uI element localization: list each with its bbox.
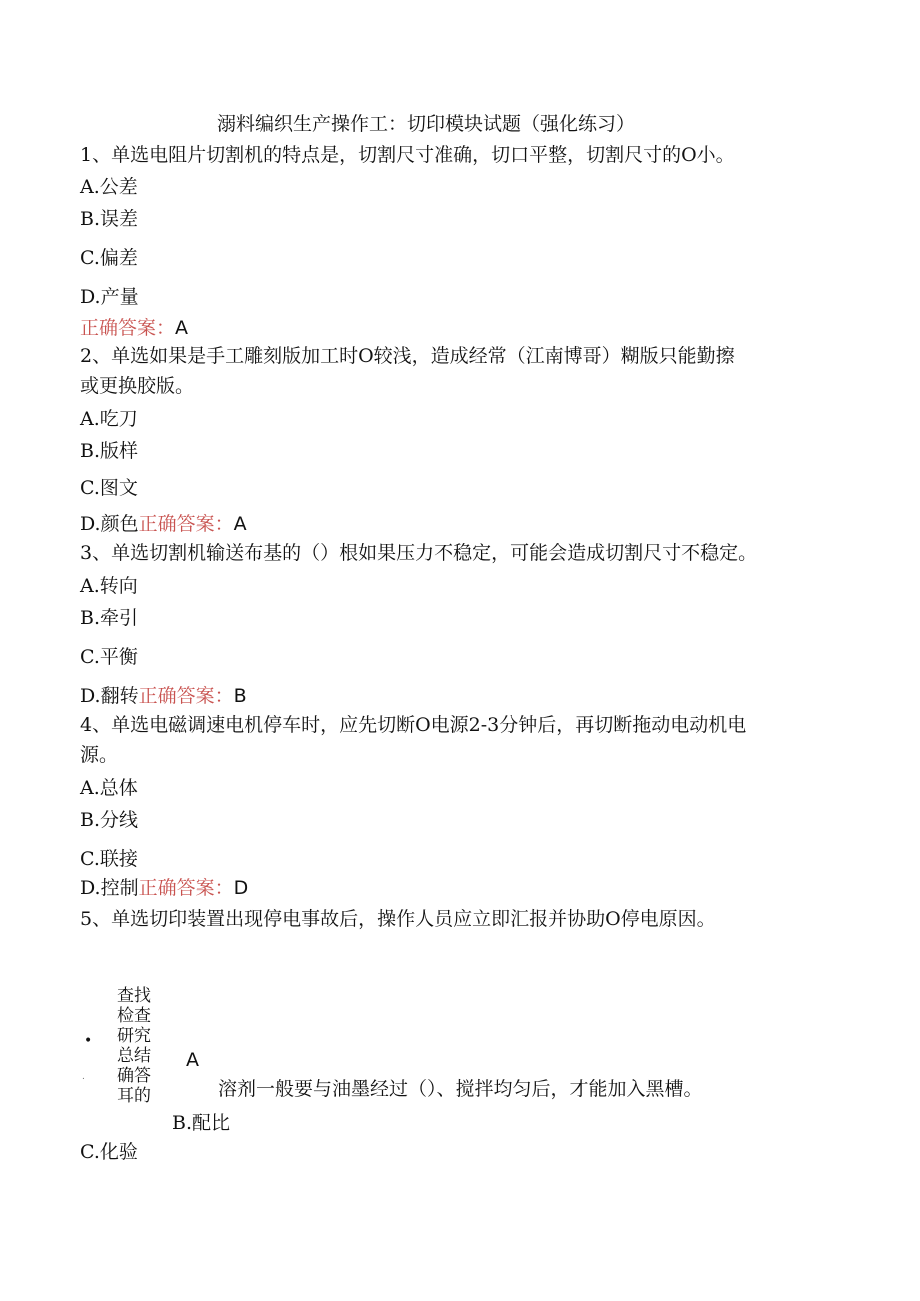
question-6-option-b: B.配比 <box>172 1112 231 1134</box>
question-1-option-d: D.产量 <box>80 286 139 308</box>
question-2-text-cont: 或更换胶版。 <box>80 375 195 397</box>
question-3-option-b: B.牵引 <box>80 607 139 629</box>
question-4-option-d: D.控制 <box>80 877 139 899</box>
question-4-text: 4、单选电磁调速电机停车时，应先切断O电源2-3分钟后，再切断拖动电动机电 <box>80 714 747 736</box>
answer-value: A <box>233 513 247 535</box>
question-4-text-cont: 源。 <box>80 744 119 766</box>
answer-value: B <box>233 685 247 707</box>
answer-label: 正确答案： <box>138 513 234 535</box>
small-mark: . <box>82 1072 85 1082</box>
question-3-text: 3、单选切割机输送布基的（）根如果压力不稳定，可能会造成切割尺寸不稳定。 <box>80 542 758 564</box>
question-6-text: 溶剂一般要与油墨经过（）、搅拌均匀后，才能加入黑槽。 <box>218 1078 703 1100</box>
question-3-option-d-answer <box>80 684 247 708</box>
question-2-text: 2、单选如果是手工雕刻版加工时O较浅，造成经常（江南博哥）糊版只能勤擦 <box>80 345 735 367</box>
page-title: 溺料编织生产操作工：切印模块试题（强化练习） <box>217 113 636 135</box>
question-4-option-b: B.分线 <box>80 809 139 831</box>
question-1-option-b: B.误差 <box>80 208 139 230</box>
bullet-dot: • <box>84 1033 93 1049</box>
question-3-option-a: A.转向 <box>80 575 138 597</box>
answer-label: 正确答案： <box>80 317 176 339</box>
question-2-option-a: A.吃刀 <box>80 408 138 430</box>
question-5-options-column: 查找检查研究总结确答耳的 <box>117 986 151 1106</box>
question-4-option-c: C.联接 <box>80 848 138 870</box>
answer-label: 正确答案： <box>138 685 234 707</box>
question-2-option-d-answer <box>80 512 247 536</box>
question-5-text: 5、单选切印装置出现停电事故后，操作人员应立即汇报并协助O停电原因。 <box>80 908 716 930</box>
question-4-option-d-answer <box>80 876 248 900</box>
answer-value: D <box>233 877 249 899</box>
answer-value: A <box>175 317 189 339</box>
question-6-option-c: C.化验 <box>80 1141 138 1163</box>
answer-label: 正确答案： <box>138 877 234 899</box>
question-5-answer-value: A <box>186 1049 199 1071</box>
question-1-option-c: C.偏差 <box>80 247 138 269</box>
question-3-option-c: C.平衡 <box>80 646 138 668</box>
question-4-option-a: A.总体 <box>80 777 138 799</box>
question-2-option-d: D.颜色 <box>80 513 139 535</box>
question-1-option-a: A.公差 <box>80 176 138 198</box>
question-2-option-c: C.图文 <box>80 477 138 499</box>
question-2-option-b: B.版样 <box>80 440 139 462</box>
question-1-text: 1、单选电阻片切割机的特点是，切割尺寸准确，切口平整，切割尺寸的O小。 <box>80 144 735 166</box>
question-3-option-d: D.翻转 <box>80 685 139 707</box>
question-1-answer <box>80 316 188 340</box>
